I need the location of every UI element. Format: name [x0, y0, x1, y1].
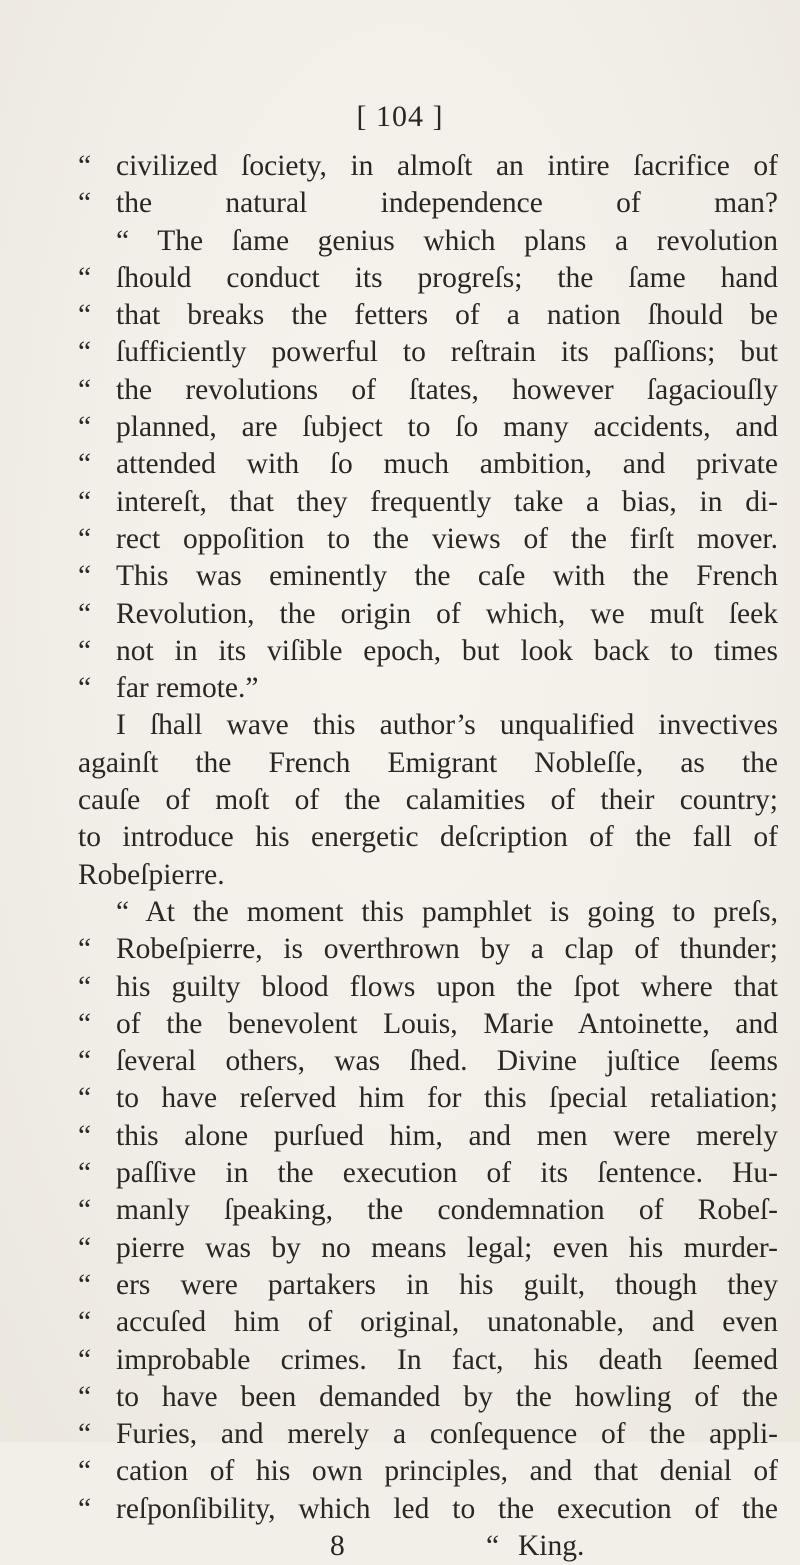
running-quote-mark: “ — [78, 299, 92, 332]
running-quote-mark: “ — [78, 597, 92, 630]
text-line — [78, 521, 778, 558]
line-text: pierre was by no means legal; even his murder- — [116, 1231, 778, 1264]
running-quote-mark: “ — [78, 560, 92, 593]
text-line — [78, 409, 778, 446]
line-text: of the benevolent Louis, Marie Antoinette, and — [116, 1007, 778, 1040]
text-line — [78, 819, 778, 856]
line-text: cation of his own principles, and that denial of — [116, 1455, 778, 1488]
text-line — [78, 894, 778, 931]
text-line — [78, 1118, 778, 1155]
text-line — [78, 260, 778, 297]
text-line — [78, 1379, 778, 1416]
running-quote-mark: “ — [78, 672, 92, 705]
text-line — [78, 185, 778, 222]
page-number-header: [ 104 ] — [356, 100, 444, 133]
line-text: accuſed him of original, unatonable, and even — [116, 1306, 778, 1339]
running-quote-mark: “ — [78, 1082, 92, 1115]
running-quote-mark: “ — [78, 1045, 92, 1078]
text-line — [78, 1491, 778, 1528]
running-quote-mark: “ — [78, 336, 92, 369]
text-line — [78, 1080, 778, 1117]
text-line — [78, 223, 778, 260]
line-text: the revolutions of ſtates, however ſagaciouſly — [116, 373, 778, 406]
line-text: the natural independence of man? — [116, 187, 778, 220]
text-line — [78, 446, 778, 483]
text-line — [78, 782, 778, 819]
signature-mark: 8 — [330, 1529, 345, 1562]
running-quote-mark: “ — [78, 1306, 92, 1339]
text-line — [78, 1192, 778, 1229]
line-text: this alone purſued him, and men were merely — [116, 1119, 778, 1152]
line-text: againſt the French Emigrant Nobleſſe, as the — [78, 746, 778, 779]
line-text: cauſe of moſt of the calamities of their country; — [78, 784, 778, 817]
line-text: paſſive in the execution of its ſentence. Hu- — [116, 1157, 778, 1190]
body-text — [78, 148, 778, 1565]
catchword-quote-mark: “ — [486, 1529, 500, 1562]
signature-catchword-line — [78, 1528, 778, 1565]
running-quote-mark: “ — [78, 1231, 92, 1264]
line-text: manly ſpeaking, the condemnation of Robeſ- — [116, 1194, 778, 1227]
line-text: civilized ſociety, in almoſt an intire ſacrifice of — [116, 150, 778, 182]
running-quote-mark: “ — [78, 1380, 92, 1413]
line-text: ſufficiently powerful to reſtrain its paſſions; but — [116, 336, 778, 369]
running-quote-mark: “ — [78, 933, 92, 966]
running-quote-mark: “ — [78, 1119, 92, 1152]
text-line — [78, 558, 778, 595]
line-text: ſeveral others, was ſhed. Divine juſtice ſeems — [116, 1045, 778, 1078]
text-line — [78, 1267, 778, 1304]
line-text: ers were partakers in his guilt, though they — [116, 1268, 778, 1301]
running-quote-mark: “ — [78, 261, 92, 294]
catchword: King. — [518, 1529, 585, 1562]
text-line — [78, 372, 778, 409]
running-quote-mark: “ — [78, 1194, 92, 1227]
line-text: Revolution, the origin of which, we muſt ſeek — [116, 597, 778, 630]
line-text: that breaks the fetters of a nation ſhould be — [116, 299, 778, 332]
running-quote-mark: “ — [78, 1343, 92, 1376]
line-text: not in its viſible epoch, but look back to times — [116, 634, 778, 667]
line-text: rect oppoſition to the views of the firſt mover. — [116, 522, 778, 555]
running-quote-mark: “ — [78, 1418, 92, 1451]
text-line — [78, 1006, 778, 1043]
text-line — [78, 745, 778, 782]
running-quote-mark: “ — [78, 485, 92, 518]
line-text: ſhould conduct its progreſs; the ſame hand — [116, 261, 778, 294]
text-line — [78, 969, 778, 1006]
text-line — [78, 1304, 778, 1341]
text-line — [78, 1043, 778, 1080]
running-quote-mark: “ — [78, 411, 92, 444]
text-line — [78, 484, 778, 521]
running-quote-mark: “ — [78, 1268, 92, 1301]
running-quote-mark: “ — [78, 448, 92, 481]
line-text: intereſt, that they frequently take a bias, in di- — [116, 485, 778, 518]
running-quote-mark: “ — [78, 187, 92, 220]
line-text: improbable crimes. In fact, his death ſeemed — [116, 1343, 778, 1376]
line-text: This was eminently the caſe with the French — [116, 560, 778, 593]
line-text: Robeſpierre, is overthrown by a clap of thunder; — [116, 933, 778, 966]
line-text: reſponſibility, which led to the execution of the — [116, 1492, 778, 1525]
text-line — [78, 1453, 778, 1490]
text-line — [78, 334, 778, 371]
text-line — [78, 1342, 778, 1379]
running-quote-mark: “ — [78, 634, 92, 667]
line-text: his guilty blood flows upon the ſpot where that — [116, 970, 778, 1003]
running-quote-mark: “ — [78, 1455, 92, 1488]
text-line — [78, 297, 778, 334]
line-text: to have reſerved him for this ſpecial retaliation; — [116, 1082, 778, 1115]
running-quote-mark: “ — [78, 970, 92, 1003]
line-text: Robeſpierre. — [78, 858, 225, 891]
running-quote-mark: “ — [78, 150, 92, 182]
line-text: planned, are ſubject to ſo many accidents, and — [116, 411, 778, 444]
line-text: I ſhall wave this author’s unqualified invectives — [116, 709, 778, 742]
line-text: far remote.” — [116, 672, 259, 705]
running-quote-mark: “ — [78, 522, 92, 555]
line-text: to introduce his energetic deſcription of the fall of — [78, 821, 778, 854]
text-line — [78, 148, 778, 185]
line-text: “ The ſame genius which plans a revolution — [116, 224, 778, 257]
text-line — [78, 1155, 778, 1192]
text-line — [78, 1230, 778, 1267]
running-quote-mark: “ — [78, 373, 92, 406]
text-line — [78, 596, 778, 633]
line-text: “ At the moment this pamphlet is going to preſs, — [116, 895, 778, 928]
line-text: to have been demanded by the howling of the — [116, 1380, 778, 1413]
line-text: attended with ſo much ambition, and private — [116, 448, 778, 481]
text-line — [78, 707, 778, 744]
text-line — [78, 1416, 778, 1453]
text-line — [78, 670, 778, 707]
running-quote-mark: “ — [78, 1157, 92, 1190]
running-quote-mark: “ — [78, 1492, 92, 1525]
text-line — [78, 931, 778, 968]
line-text: Furies, and merely a conſequence of the appli- — [116, 1418, 778, 1451]
text-line — [78, 633, 778, 670]
running-quote-mark: “ — [78, 1007, 92, 1040]
text-line — [78, 857, 778, 894]
